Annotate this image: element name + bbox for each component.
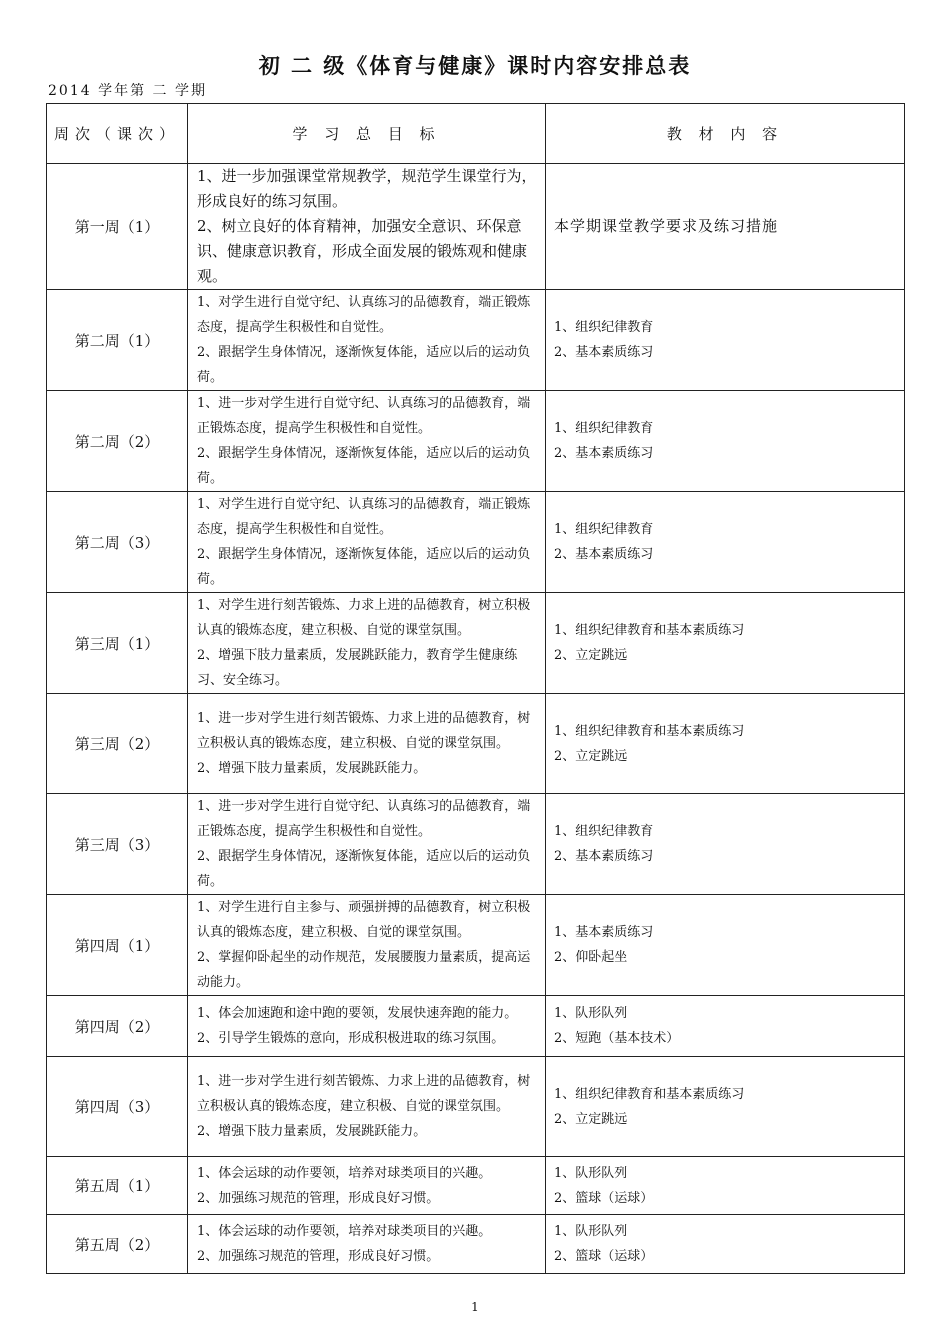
content-line: 2、立定跳远 [554,748,628,764]
content-line: 1、组织纪律教育和基本素质练习 [554,1086,745,1102]
goals-cell [188,290,546,391]
goal-line: 2、跟据学生身体情况，逐渐恢复体能，适应以后的运动负荷。 [197,345,531,385]
table-row [47,1215,905,1274]
schedule-table [46,103,905,1274]
goal-line: 1、进一步对学生进行刻苦锻炼、力求上进的品德教育，树立积极认真的锻炼态度，建立积极、自觉的课堂氛围。 [197,711,531,751]
content-cell [546,1057,905,1157]
goals-cell [188,1215,546,1274]
content-cell [546,391,905,492]
header-goals: 学 习 总 目 标 [188,104,546,164]
goal-line: 1、对学生进行自主参与、顽强拼搏的品德教育，树立积极认真的锻炼态度，建立积极、自觉的课堂氛围。 [197,900,531,940]
content-line: 2、基本素质练习 [554,446,654,461]
document-title: 初 二 级《体育与健康》课时内容安排总表 [258,54,692,78]
goals-cell [188,1157,546,1215]
content-cell [546,1157,905,1215]
content-line: 1、队形队列 [554,1006,628,1021]
content-cell [546,290,905,391]
content-cell [546,794,905,895]
goal-line: 1、体会运球的动作要领，培养对球类项目的兴趣。 [197,1224,492,1239]
table-row [47,492,905,593]
week-cell: 第二周（2） [47,391,188,492]
goals-cell [188,164,546,290]
goal-line: 1、进一步对学生进行自觉守纪、认真练习的品德教育，端正锻炼态度，提高学生积极性和自觉性。 [197,799,531,839]
goals-cell [188,1057,546,1157]
header-week: 周次（课次） [47,104,188,164]
content-cell [546,593,905,694]
goal-line: 1、进一步对学生进行自觉守纪、认真练习的品德教育，端正锻炼态度，提高学生积极性和自觉性。 [197,396,531,436]
content-line: 1、队形队列 [554,1224,628,1239]
table-row [47,1057,905,1157]
goal-line: 1、进一步对学生进行刻苦锻炼、力求上进的品德教育，树立积极认真的锻炼态度，建立积极、自觉的课堂氛围。 [197,1074,531,1114]
table-row [47,391,905,492]
week-cell: 第五周（1） [47,1157,188,1215]
content-line: 2、篮球（运球） [554,1249,654,1264]
content-line: 2、立定跳远 [554,1111,628,1127]
content-line: 2、篮球（运球） [554,1190,654,1206]
content-cell [546,1215,905,1274]
content-line: 1、队形队列 [554,1165,628,1181]
goal-line: 1、体会加速跑和途中跑的要领，发展快速奔跑的能力。 [197,1006,518,1021]
content-line: 本学期课堂教学要求及练习措施 [554,217,779,235]
goal-line: 2、加强练习规范的管理，形成良好习惯。 [197,1249,440,1264]
goal-line: 2、增强下肢力量素质，发展跳跃能力，教育学生健康练习、安全练习。 [197,648,518,688]
goal-line: 2、跟据学生身体情况，逐渐恢复体能，适应以后的运动负荷。 [197,446,531,486]
table-row [47,895,905,996]
goal-line: 2、树立良好的体育精神，加强安全意识、环保意识、健康意识教育，形成全面发展的锻炼观和健康观。 [197,217,528,285]
goal-line: 1、进一步加强课堂常规教学，规范学生课堂行为，形成良好的练习氛围。 [197,167,537,210]
content-line: 1、基本素质练习 [554,925,654,940]
goal-line: 2、增强下肢力量素质，发展跳跃能力。 [197,761,427,776]
goals-cell [188,996,546,1057]
content-line: 1、组织纪律教育和基本素质练习 [554,623,745,638]
goal-line: 1、对学生进行刻苦锻炼、力求上进的品德教育，树立积极认真的锻炼态度，建立积极、自觉的课堂氛围。 [197,598,531,638]
table-row [47,996,905,1057]
content-line: 2、基本素质练习 [554,849,654,864]
content-line: 1、组织纪律教育 [554,421,654,436]
goals-cell [188,391,546,492]
goal-line: 1、对学生进行自觉守纪、认真练习的品德教育，端正锻炼态度，提高学生积极性和自觉性。 [197,295,531,335]
semester-label: 2014 学年第 二 学期 [48,83,207,99]
content-line: 2、基本素质练习 [554,547,654,562]
goal-line: 1、对学生进行自觉守纪、认真练习的品德教育，端正锻炼态度，提高学生积极性和自觉性。 [197,497,531,537]
goal-line: 1、体会运球的动作要领，培养对球类项目的兴趣。 [197,1165,492,1181]
content-cell [546,895,905,996]
table-row [47,593,905,694]
content-line: 2、立定跳远 [554,648,628,663]
content-line: 1、组织纪律教育和基本素质练习 [554,723,745,739]
table-row [47,694,905,794]
week-cell: 第三周（2） [47,694,188,794]
content-line: 2、仰卧起坐 [554,950,628,965]
week-cell: 第四周（3） [47,1057,188,1157]
goal-line: 2、增强下肢力量素质，发展跳跃能力。 [197,1124,427,1139]
content-line: 2、短跑（基本技术） [554,1031,680,1046]
content-line: 2、基本素质练习 [554,345,654,360]
table-row [47,794,905,895]
content-cell [546,164,905,290]
content-cell [546,492,905,593]
goals-cell [188,895,546,996]
content-cell [546,996,905,1057]
week-cell: 第二周（1） [47,290,188,391]
goals-cell [188,794,546,895]
goal-line: 2、掌握仰卧起坐的动作规范，发展腰腹力量素质，提高运动能力。 [197,950,531,990]
content-line: 1、组织纪律教育 [554,320,654,335]
content-cell [546,694,905,794]
table-row [47,290,905,391]
week-cell: 第四周（1） [47,895,188,996]
content-line: 1、组织纪律教育 [554,522,654,537]
table-header-row [47,104,905,164]
goal-line: 2、跟据学生身体情况，逐渐恢复体能，适应以后的运动负荷。 [197,547,531,587]
week-cell: 第三周（1） [47,593,188,694]
week-cell: 第四周（2） [47,996,188,1057]
page-number: 1 [471,1300,479,1314]
goal-line: 2、引导学生锻炼的意向，形成积极进取的练习氛围。 [197,1031,505,1046]
table-row [47,1157,905,1215]
goals-cell [188,492,546,593]
goal-line: 2、加强练习规范的管理，形成良好习惯。 [197,1190,440,1206]
week-cell: 第一周（1） [47,164,188,290]
header-content: 教 材 内 容 [546,104,905,164]
week-cell: 第二周（3） [47,492,188,593]
goals-cell [188,593,546,694]
content-line: 1、组织纪律教育 [554,824,654,839]
goals-cell [188,694,546,794]
week-cell: 第三周（3） [47,794,188,895]
table-row [47,164,905,290]
goal-line: 2、跟据学生身体情况，逐渐恢复体能，适应以后的运动负荷。 [197,849,531,889]
week-cell: 第五周（2） [47,1215,188,1274]
